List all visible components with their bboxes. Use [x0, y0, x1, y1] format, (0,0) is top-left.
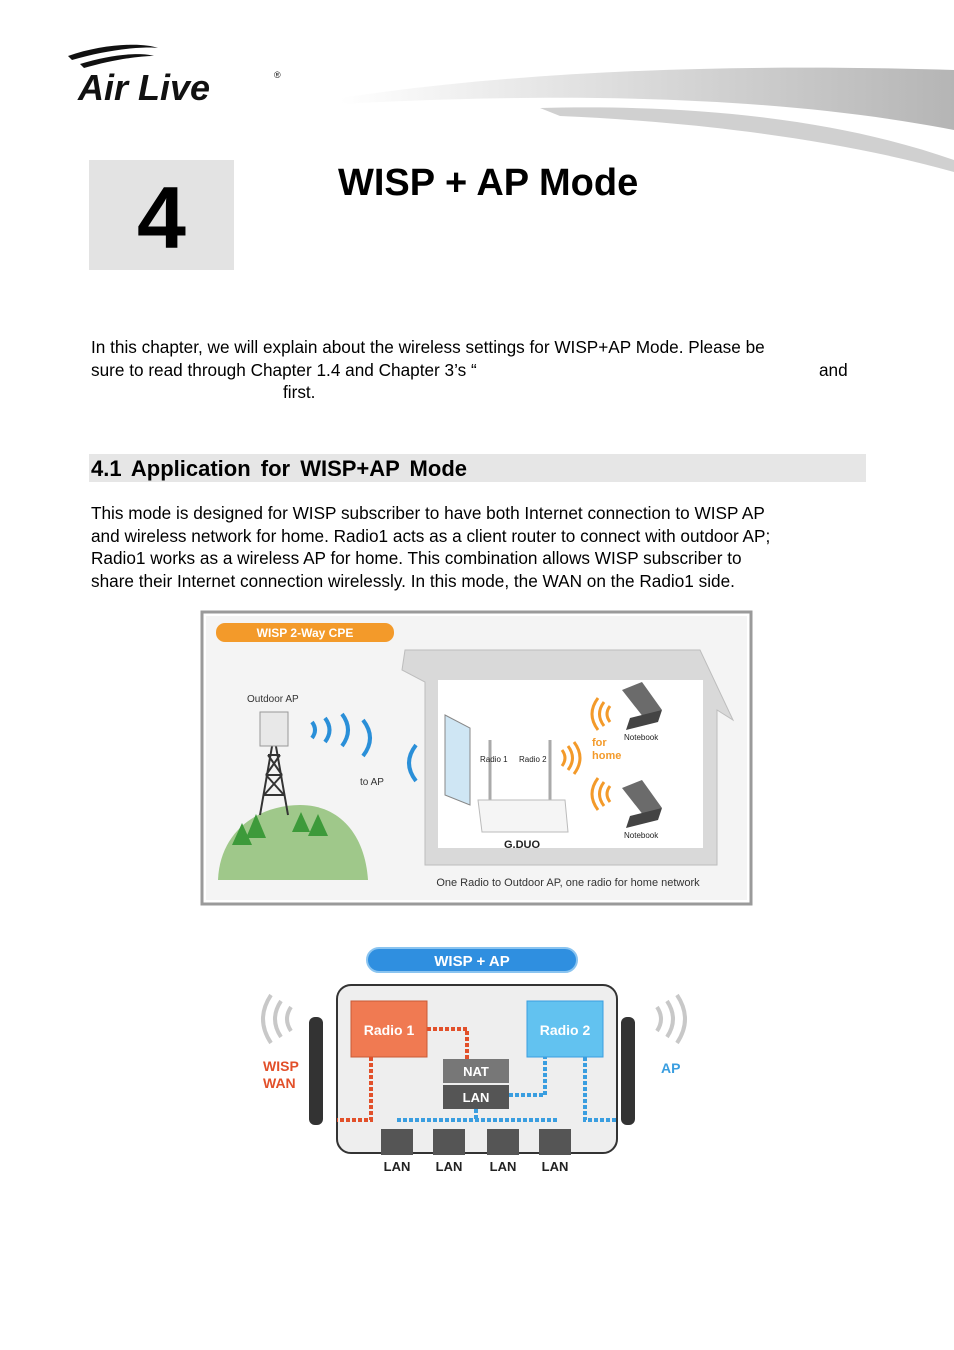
airlive-logo: [62, 42, 292, 112]
outdoor-ap-label: Outdoor AP: [247, 694, 299, 705]
intro-line-2: [91, 359, 863, 382]
logo-registered-mark: ®: [274, 70, 281, 80]
body-line: and wireless network for home. Radio1 acts as a client router to connect with outdoor AP;: [91, 525, 771, 546]
antenna-left-icon: [309, 1017, 323, 1125]
chapter-title: WISP + AP Mode: [338, 162, 639, 204]
lan-block-text: LAN: [462, 1090, 490, 1105]
figure1-caption: One Radio to Outdoor AP, one radio for home network: [436, 877, 700, 889]
ap-label: AP: [661, 1060, 681, 1076]
intro-line-1: In this chapter, we will explain about the wireless settings for WISP+AP Mode. Please be: [91, 337, 765, 357]
intro-line-2-end: and: [819, 359, 848, 380]
wisp-2way-cpe-figure: [200, 610, 753, 908]
antenna-right-icon: [621, 1017, 635, 1125]
nat-text: NAT: [463, 1064, 489, 1079]
logo-text: Air Live: [78, 67, 211, 108]
for-home-label-2: home: [592, 750, 622, 762]
radio1-text: Radio 1: [363, 1022, 415, 1038]
lan-port-icon: [433, 1129, 465, 1155]
intro-paragraph: [91, 336, 863, 404]
lan-port-label: LAN: [489, 1159, 517, 1174]
intro-line-3: first.: [283, 382, 316, 402]
wisp-label: WISP: [263, 1058, 299, 1074]
section-heading: 4.1 Application for WISP+AP Mode: [91, 456, 467, 481]
lan-port-label: LAN: [541, 1159, 569, 1174]
body-line: Radio1 works as a wireless AP for home. This combination allows WISP subscriber to: [91, 548, 742, 568]
radio1-label: Radio 1: [480, 755, 508, 764]
body-line: This mode is designed for WISP subscriber to have both Internet connection to WISP AP: [91, 503, 765, 523]
figure2-banner-text: WISP + AP: [434, 953, 510, 970]
radio2-label: Radio 2: [519, 755, 547, 764]
lan-port-icon: [381, 1129, 413, 1155]
to-ap-label: to AP: [360, 777, 384, 788]
lan-port-label: LAN: [435, 1159, 463, 1174]
notebook-label-2: Notebook: [624, 831, 659, 840]
lan-port-label: LAN: [383, 1159, 411, 1174]
body-paragraph: [91, 502, 863, 592]
body-line: share their Internet connection wirelessly. In this mode, the WAN on the Radio1 side.: [91, 570, 735, 591]
wisp-ap-diagram: [255, 945, 700, 1175]
wan-label: WAN: [263, 1075, 296, 1091]
window-icon: [445, 715, 470, 805]
radio2-text: Radio 2: [539, 1022, 591, 1038]
figure1-banner-text: WISP 2-Way CPE: [256, 626, 354, 640]
outdoor-ap-icon: [260, 712, 288, 746]
chapter-number: 4: [137, 168, 186, 267]
lan-port-icon: [487, 1129, 519, 1155]
notebook-label-1: Notebook: [624, 733, 659, 742]
gduo-label: G.DUO: [503, 839, 541, 851]
for-home-label-1: for: [592, 737, 607, 749]
intro-line-2-text: sure to read through Chapter 1.4 and Chapter 3’s “: [91, 359, 477, 380]
lan-port-icon: [539, 1129, 571, 1155]
